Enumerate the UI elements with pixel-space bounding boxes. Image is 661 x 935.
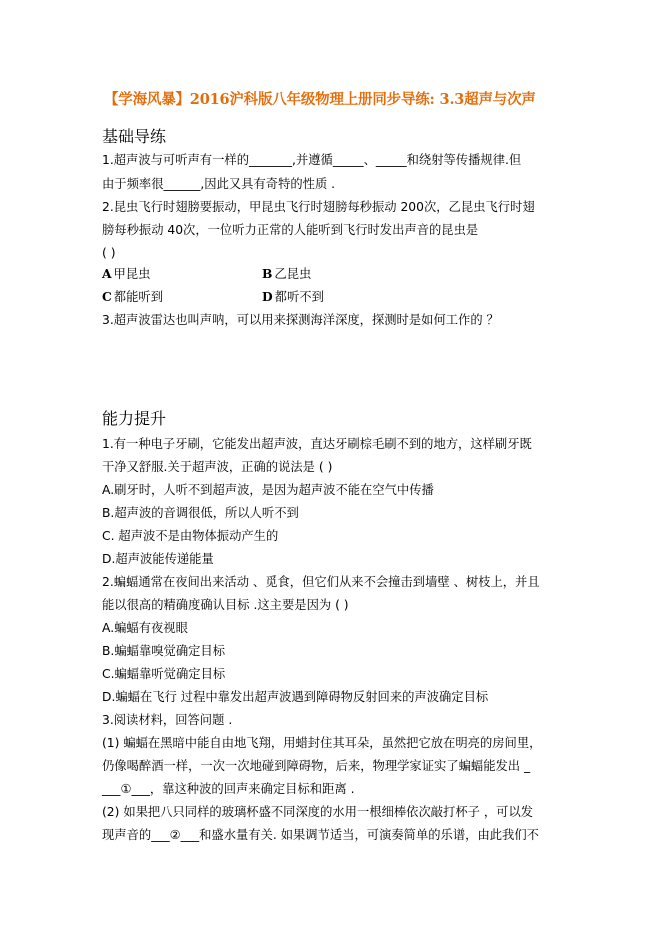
section-heading-basic: 基础导练 (102, 127, 167, 146)
option-text: 都听不到 (274, 290, 324, 304)
question-line: 1.有一种电子牙刷，它能发出超声波，直达牙刷棕毛刷不到的地方，这样刷牙既 (102, 437, 532, 451)
question-line: 现声音的___②___和盛水量有关. 如果调节适当，可演奏简单的乐谱，由此我们不 (102, 828, 539, 842)
question-line: (2) 如果把八只同样的玻璃杯盛不同深度的水用一根细棒依次敲打杯子 ，可以发 (102, 805, 534, 819)
section-heading-advanced: 能力提升 (102, 409, 167, 428)
document-title: 【学海风暴】2016沪科版八年级物理上册同步导练: 3.3超声与次声 (104, 91, 536, 108)
option-letter: C (102, 289, 112, 304)
question-line: 由于频率很______,因此又具有奇特的性质 . (102, 177, 336, 191)
question-line: A.蝙蝠有夜视眼 (102, 621, 188, 635)
option-text: 乙昆虫 (274, 267, 312, 281)
option-a (102, 266, 150, 282)
question-line: (1) 蝙蝠在黑暗中能自由地飞翔，用蜡封住其耳朵，虽然把它放在明亮的房间里， (102, 736, 542, 750)
option-text: 甲昆虫 (113, 267, 151, 281)
question-line: ___①___，靠这种波的回声来确定目标和距离 . (102, 782, 355, 796)
question-line: 2.蝙蝠通常在夜间出来活动 、觅食，但它们从来不会撞击到墙壁 、树枝上，并且 (102, 575, 540, 589)
option-c (102, 289, 163, 305)
question-line: 2.昆虫飞行时翅膀要振动，甲昆虫飞行时翅膀每秒振动 200次，乙昆虫飞行时翅 (102, 200, 535, 214)
question-line: 1.超声波与可听声有一样的_______,并遵循_____、_____和绕射等传播规律.但 (102, 153, 522, 167)
option-letter: A (102, 266, 112, 281)
question-line: 3.阅读材料，回答问题 . (102, 713, 233, 727)
option-b (262, 266, 311, 282)
question-line: C. 超声波不是由物体振动产生的 (102, 529, 279, 543)
question-line: 干净又舒服.关于超声波，正确的说法是 ( ) (102, 460, 333, 474)
question-line: C.蝙蝠靠听觉确定目标 (102, 667, 226, 681)
question-line: 仍像喝醉酒一样，一次一次地碰到障碍物，后来，物理学家证实了蝙蝠能发出 _ (102, 759, 531, 773)
question-line: A.刷牙时，人听不到超声波，是因为超声波不能在空气中传播 (102, 483, 434, 497)
question-line: B.蝙蝠靠嗅觉确定目标 (102, 644, 226, 658)
option-letter: D (262, 289, 273, 304)
question-line: 3.超声波雷达也叫声呐，可以用来探测海洋深度，探测时是如何工作的 ？ (102, 313, 499, 327)
question-line: B.超声波的音调很低，所以人听不到 (102, 506, 299, 520)
question-line: D.蝙蝠在飞行 过程中靠发出超声波遇到障碍物反射回来的声波确定目标 (102, 690, 489, 704)
question-line: ( ) (102, 246, 116, 260)
option-letter: B (262, 266, 273, 281)
question-line: 膀每秒振动 40次，一位听力正常的人能听到飞行时发出声音的昆虫是 (102, 223, 479, 237)
question-line: D.超声波能传递能量 (102, 552, 214, 566)
option-d (262, 289, 324, 305)
question-line: 能以很高的精确度确认目标 .这主要是因为 ( ) (102, 598, 349, 612)
option-text: 都能听到 (113, 290, 163, 304)
